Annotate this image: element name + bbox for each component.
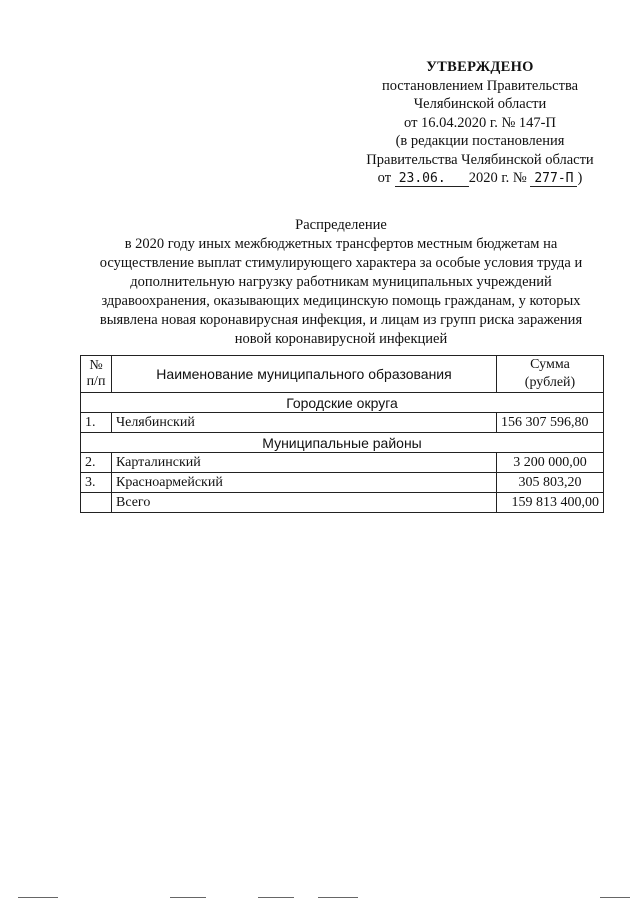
heading-title: Распределение <box>295 217 387 233</box>
approval-line-6-suffix: ) <box>577 170 583 186</box>
approval-line-5: Правительства Челябинской области <box>366 151 594 168</box>
section-title: Городские округа <box>81 393 604 413</box>
scan-mark <box>170 897 206 898</box>
row-name: Красноармейский <box>112 473 497 493</box>
heading-line-1: в 2020 году иных межбюджетных трансфертов местным бюджетам на <box>124 236 558 252</box>
approval-line-4: (в редакции постановления <box>395 133 565 149</box>
approval-line-6-prefix: от <box>377 170 392 186</box>
total-row <box>81 493 604 513</box>
handwritten-number: 277-П <box>530 172 577 187</box>
scan-mark <box>258 897 294 898</box>
heading-line-5: выявлена новая коронавирусная инфекция, и лицам из групп риска заражения <box>99 312 583 328</box>
heading-line-3: дополнительную нагрузку работникам муниципальных учреждений <box>130 274 552 290</box>
table-row <box>81 453 604 473</box>
row-number: 1. <box>81 413 112 433</box>
document-heading <box>78 216 604 349</box>
header-number-line-2: п/п <box>86 374 106 389</box>
approval-line-2: Челябинской области <box>413 96 547 112</box>
row-number: 3. <box>81 473 112 493</box>
approval-line-3: от 16.04.2020 г. № 147-П <box>404 114 556 131</box>
header-sum <box>497 356 604 393</box>
header-name: Наименование муниципального образования <box>112 356 497 393</box>
row-name: Челябинский <box>112 413 497 433</box>
header-number <box>81 356 112 393</box>
scan-mark <box>600 897 630 898</box>
row-name: Карталинский <box>112 453 497 473</box>
row-sum: 156 307 596,80 <box>497 413 604 433</box>
approval-line-6-middle: 2020 г. № <box>468 170 527 186</box>
scan-mark <box>18 897 58 898</box>
total-number <box>81 493 112 513</box>
header-sum-line-2: (рублей) <box>524 375 576 390</box>
total-sum: 159 813 400,00 <box>497 493 604 513</box>
heading-line-2: осуществление выплат стимулирующего характера за особые условия труда и <box>99 255 583 271</box>
handwritten-date: 23.06. <box>395 172 469 187</box>
section-row-municipal-districts <box>81 433 604 453</box>
header-sum-line-1: Сумма <box>530 357 570 372</box>
total-label: Всего <box>112 493 497 513</box>
table-row <box>81 473 604 493</box>
row-sum: 3 200 000,00 <box>497 453 604 473</box>
distribution-table <box>80 355 604 513</box>
section-title: Муниципальные районы <box>81 433 604 453</box>
approval-stamp <box>340 58 620 188</box>
scan-mark <box>318 897 358 898</box>
table-header-row <box>81 356 604 393</box>
heading-line-4: здравоохранения, оказывающих медицинскую помощь гражданам, у которых <box>101 293 581 309</box>
approval-title: УТВЕРЖДЕНО <box>426 59 534 75</box>
table-row <box>81 413 604 433</box>
section-row-city-districts <box>81 393 604 413</box>
scan-edge-marks <box>0 897 640 901</box>
approval-line-6 <box>340 169 620 188</box>
row-sum: 305 803,20 <box>497 473 604 493</box>
approval-line-1: постановлением Правительства <box>381 77 579 94</box>
row-number: 2. <box>81 453 112 473</box>
heading-line-6: новой коронавирусной инфекцией <box>234 331 448 347</box>
header-number-line-1: № <box>89 358 103 373</box>
